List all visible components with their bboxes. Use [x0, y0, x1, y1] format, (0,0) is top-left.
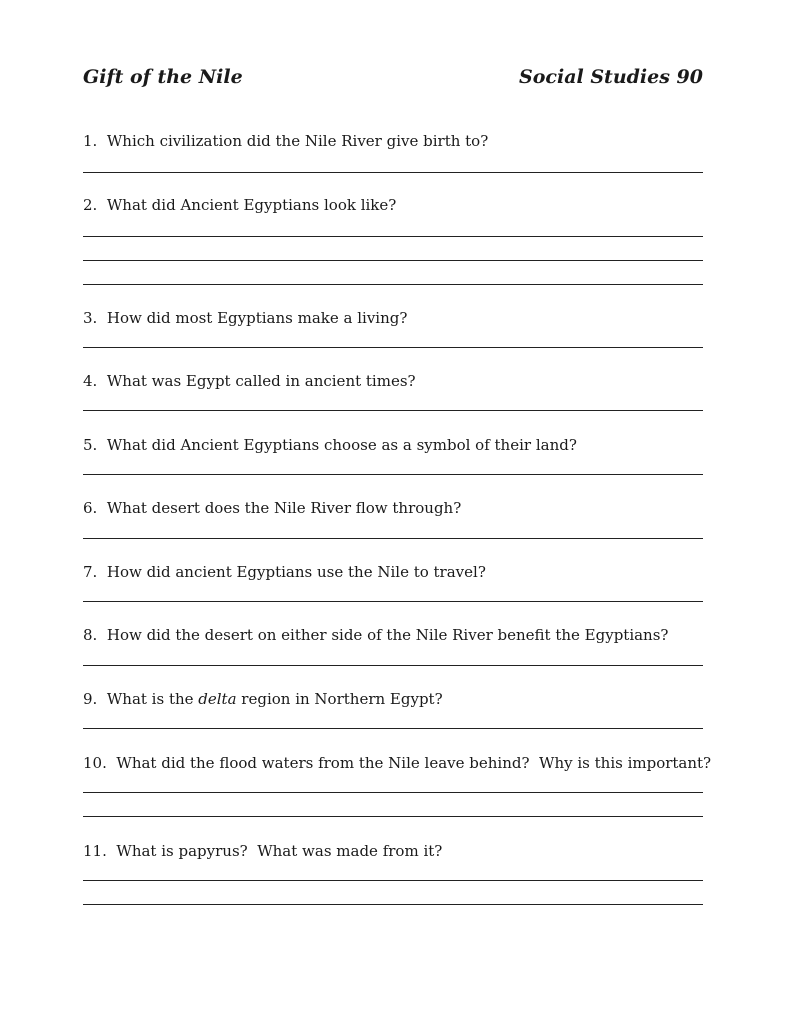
question-number: 2.	[83, 196, 98, 214]
question-prompt: What did Ancient Egyptians look like?	[106, 196, 397, 214]
worksheet-title: Gift of the Nile	[83, 66, 243, 88]
answer-line[interactable]	[83, 474, 703, 475]
question-prompt: How did ancient Egyptians use the Nile to travel?	[106, 563, 486, 581]
question-number: 9.	[83, 690, 98, 708]
question-text	[83, 196, 396, 214]
question-text	[83, 842, 442, 860]
answer-line[interactable]	[83, 347, 703, 348]
question-text	[83, 132, 488, 150]
question-number: 10.	[83, 754, 107, 772]
answer-line[interactable]	[83, 728, 703, 729]
question-prompt-start: What is the	[106, 690, 199, 708]
question-number: 6.	[83, 499, 98, 517]
worksheet-header	[83, 66, 703, 88]
answer-line[interactable]	[83, 410, 703, 411]
question-number: 8.	[83, 626, 98, 644]
question-text	[83, 309, 407, 327]
answer-line[interactable]	[83, 792, 703, 793]
course-name: Social Studies 90	[519, 66, 703, 88]
question-prompt: How did the desert on either side of the Nile River benefit the Egyptians?	[106, 626, 669, 644]
answer-line[interactable]	[83, 665, 703, 666]
question-prompt: Which civilization did the Nile River give birth to?	[106, 132, 489, 150]
question-text	[83, 563, 486, 581]
answer-line[interactable]	[83, 284, 703, 285]
question-prompt-end: region in Northern Egypt?	[236, 690, 443, 708]
question-text	[83, 754, 711, 772]
answer-line[interactable]	[83, 538, 703, 539]
question-prompt: What did Ancient Egyptians choose as a symbol of their land?	[106, 436, 577, 454]
question-prompt: What desert does the Nile River flow through?	[106, 499, 462, 517]
answer-line[interactable]	[83, 904, 703, 905]
question-prompt: What was Egypt called in ancient times?	[106, 372, 416, 390]
question-prompt: What did the flood waters from the Nile leave behind? Why is this important?	[116, 754, 712, 772]
question-text	[83, 436, 577, 454]
question-prompt: What is papyrus? What was made from it?	[116, 842, 443, 860]
question-number: 5.	[83, 436, 98, 454]
question-text	[83, 626, 668, 644]
question-number: 7.	[83, 563, 98, 581]
question-number: 3.	[83, 309, 98, 327]
question-number: 1.	[83, 132, 98, 150]
question-prompt: How did most Egyptians make a living?	[106, 309, 408, 327]
question-text	[83, 690, 443, 708]
answer-line[interactable]	[83, 601, 703, 602]
question-emphasis: delta	[198, 690, 237, 708]
answer-line[interactable]	[83, 880, 703, 881]
question-number: 4.	[83, 372, 98, 390]
answer-line[interactable]	[83, 236, 703, 237]
answer-line[interactable]	[83, 260, 703, 261]
question-number: 11.	[83, 842, 107, 860]
question-text	[83, 499, 461, 517]
question-text	[83, 372, 416, 390]
answer-line[interactable]	[83, 172, 703, 173]
answer-line[interactable]	[83, 816, 703, 817]
